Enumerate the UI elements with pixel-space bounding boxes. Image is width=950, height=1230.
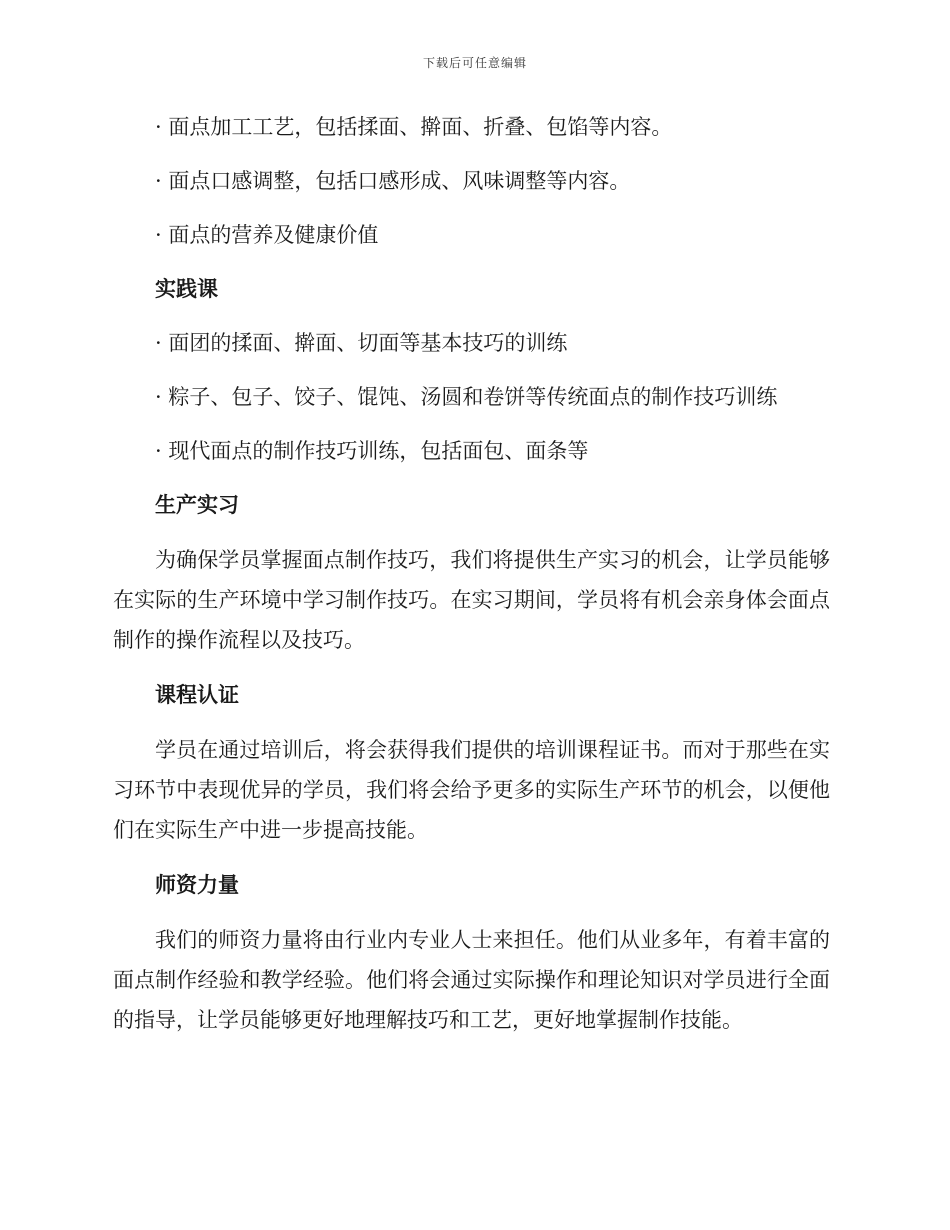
certification-paragraph: 学员在通过培训后，将会获得我们提供的培训课程证书。而对于那些在实习环节中表现优异的学员，我们将会给予更多的实际生产环节的机会，以便他们在实际生产中进一步提高技能。	[113, 738, 830, 842]
practice-heading: 实践课	[155, 276, 218, 301]
theory-bullet-processing: · 面点加工工艺，包括揉面、擀面、折叠、包馅等内容。	[155, 115, 673, 139]
practice-bullet-basic-skills: · 面团的揉面、擀面、切面等基本技巧的训练	[155, 331, 568, 355]
internship-heading: 生产实习	[155, 492, 239, 517]
document-content	[113, 108, 830, 1056]
faculty-paragraph: 我们的师资力量将由行业内专业人士来担任。他们从业多年，有着丰富的面点制作经验和教学经验。他们将会通过实际操作和理论知识对学员进行全面的指导，让学员能够更好地理解技巧和工艺，更好地掌握制作技能。	[113, 928, 830, 1032]
practice-bullet-traditional: · 粽子、包子、饺子、馄饨、汤圆和卷饼等传统面点的制作技巧训练	[155, 385, 778, 409]
certification-heading: 课程认证	[155, 682, 239, 707]
practice-bullet-modern: · 现代面点的制作技巧训练，包括面包、面条等	[155, 439, 589, 463]
theory-bullet-texture: · 面点口感调整，包括口感形成、风味调整等内容。	[155, 169, 631, 193]
download-edit-note: 下载后可任意编辑	[422, 56, 527, 70]
faculty-heading: 师资力量	[155, 872, 239, 897]
theory-bullet-nutrition: · 面点的营养及健康价值	[155, 223, 379, 247]
internship-paragraph: 为确保学员掌握面点制作技巧，我们将提供生产实习的机会，让学员能够在实际的生产环境中学习制作技巧。在实习期间，学员将有机会亲身体会面点制作的操作流程以及技巧。	[113, 548, 830, 652]
